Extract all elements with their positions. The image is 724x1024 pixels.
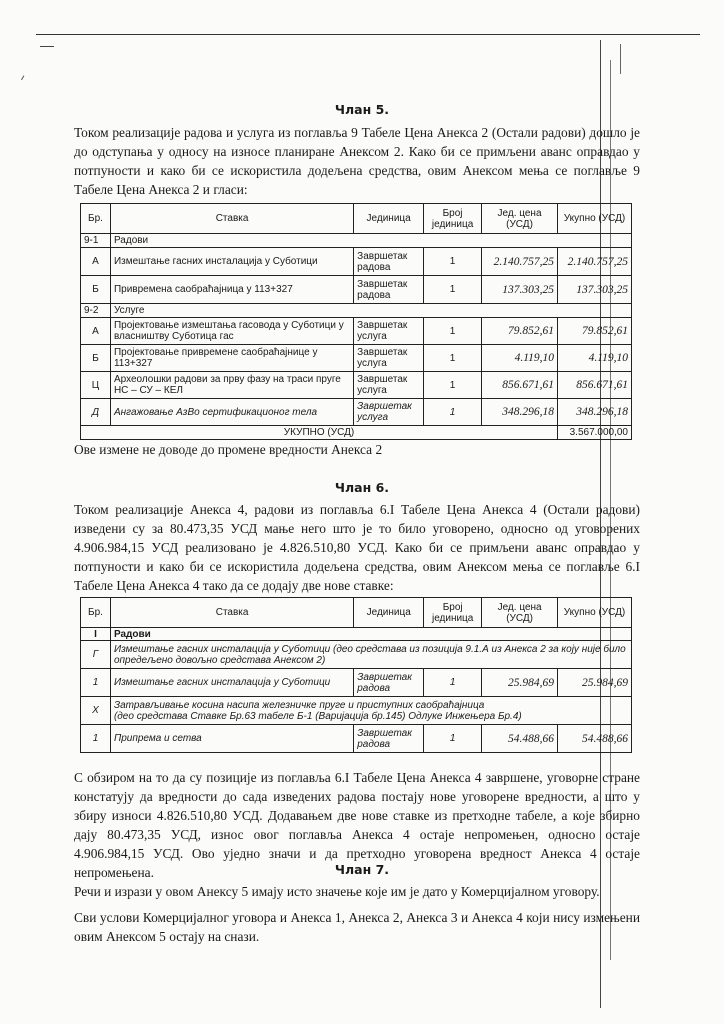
row-number: Б (81, 345, 111, 372)
row-unit: Завршетак услуга (354, 399, 424, 426)
row-qty: 1 (424, 725, 482, 753)
row-qty: 1 (424, 669, 482, 697)
header-cell: Број јединица (424, 204, 482, 234)
price-table-annex-2 (80, 203, 632, 440)
scan-mark (40, 46, 54, 47)
row-item: Пројектовање привремене саобраћајнице у 113+327 (110, 345, 353, 372)
table-row (81, 318, 632, 345)
table-row (81, 725, 632, 753)
row-price: 54.488,66 (482, 725, 558, 753)
group-text: Измештање гасних инсталација у Суботици (део средстава из позиција 9.1.А из Анекса 2 за коју није било опредељено довољно средстава Анексом 2) (110, 641, 631, 669)
group-row (81, 697, 632, 725)
scan-top-border (36, 34, 700, 35)
row-price: 348.296,18 (482, 399, 558, 426)
row-total: 2.140.757,25 (558, 248, 632, 276)
row-number: А (81, 318, 111, 345)
header-cell: Јединица (354, 204, 424, 234)
article-7-paragraph-1: Речи и изрази у овом Анексу 5 имају исто значење које им је дато у Комерцијалном уговору. (74, 884, 600, 899)
row-item: Пројектовање измештања гасовода у Суботици у власништву Суботица гас (110, 318, 353, 345)
header-cell: Ставка (110, 204, 353, 234)
header-cell: Ставка (110, 598, 353, 628)
article-6-heading: Члан 6. (334, 480, 390, 495)
group-text-line: (део средстава Ставке Бр.63 табеле Б-1 (Варијација бр.145) Одлуке Инжењера Бр.4) (113, 710, 522, 722)
price-table-annex-4 (80, 597, 632, 753)
table-row (81, 372, 632, 399)
table-header-row (81, 204, 632, 234)
group-code: Х (81, 697, 111, 725)
row-price: 4.119,10 (482, 345, 558, 372)
article-7-paragraph-2: Сви услови Комерцијалног уговора и Анекса 1, Анекса 2, Анекса 3 и Анекса 4 који нису измењени овим Анексом 5 остају на снази. (74, 910, 640, 944)
row-number: А (81, 248, 111, 276)
row-item: Археолошки радови за прву фазу на траси пруге НС – СУ – КЕЛ (110, 372, 353, 399)
group-text (110, 697, 631, 725)
row-total: 54.488,66 (558, 725, 632, 753)
group-text-line: Затрављивање косина насипа железничке пруге и приступних саобраћајница (113, 699, 485, 711)
row-number: Б (81, 276, 111, 304)
row-number: Ц (81, 372, 111, 399)
row-unit: Завршетак услуга (354, 372, 424, 399)
row-price: 856.671,61 (482, 372, 558, 399)
article-6-paragraph-2: С обзиром на то да су позиције из поглавља 6.I Табеле Цена Анекса 4 завршене, уговорне стране констатују да вредности до сада изведених радова постају нове уговорене вредности, а што у збиру износи 4.826.510,80 УСД. Додавањем две нове ставке из претходне табеле, а које збирно дају 80.473,35 УСД, износ овог поглавља Анекса 4 остаје непромењен, односно остаје 4.906.984,15 УСД. Ово уједно значи и да претходно уговорена вредност Анекса 4 остаје непромењена. (74, 770, 640, 880)
row-unit: Завршетак радова (354, 248, 424, 276)
row-qty: 1 (424, 345, 482, 372)
row-qty: 1 (424, 248, 482, 276)
section-row (81, 234, 632, 248)
article-5-heading: Члан 5. (334, 102, 390, 117)
section-row (81, 628, 632, 641)
row-number: 1 (81, 725, 111, 753)
row-total: 79.852,61 (558, 318, 632, 345)
row-total: 348.296,18 (558, 399, 632, 426)
section-row (81, 304, 632, 318)
row-item: Измештање гасних инсталација у Суботици (110, 248, 353, 276)
row-price: 137.303,25 (482, 276, 558, 304)
row-total: 856.671,61 (558, 372, 632, 399)
header-cell: Бр. (81, 204, 111, 234)
row-item: Ангажовање АзВо сертификационог тела (110, 399, 353, 426)
group-code: Г (81, 641, 111, 669)
header-cell: Укупно (УСД) (558, 598, 632, 628)
row-unit: Завршетак радова (354, 669, 424, 697)
header-cell: Бр. (81, 598, 111, 628)
row-qty: 1 (424, 318, 482, 345)
header-cell: Јединица (354, 598, 424, 628)
row-unit: Завршетак радова (354, 725, 424, 753)
row-unit: Завршетак услуга (354, 318, 424, 345)
table-row (81, 248, 632, 276)
table-row (81, 399, 632, 426)
row-unit: Завршетак радова (354, 276, 424, 304)
section-code: 9-2 (81, 304, 111, 318)
article-5-note: Ове измене не доводе до промене вредности Анекса 2 (74, 442, 383, 457)
table-row (81, 345, 632, 372)
row-total: 137.303,25 (558, 276, 632, 304)
row-item: Припрема и сетва (110, 725, 353, 753)
row-number: Д (81, 399, 111, 426)
header-cell: Број јединица (424, 598, 482, 628)
scan-vertical-line (620, 44, 621, 74)
header-cell: Укупно (УСД) (558, 204, 632, 234)
table-row (81, 669, 632, 697)
row-total: 4.119,10 (558, 345, 632, 372)
table-total-row (81, 426, 632, 440)
row-qty: 1 (424, 276, 482, 304)
row-price: 2.140.757,25 (482, 248, 558, 276)
table-row (81, 276, 632, 304)
row-number: 1 (81, 669, 111, 697)
row-unit: Завршетак услуга (354, 345, 424, 372)
group-row (81, 641, 632, 669)
section-code: 9-1 (81, 234, 111, 248)
article-6-paragraph: Током реализације Анекса 4, радови из поглавља 6.I Табеле Цена Анекса 4 (Остали радови) изведени су за 80.473,35 УСД мање него што је то било уговорено, односно од уговорених 4.906.984,15 УСД реализовано је 4.826.510,80 УСД. Како би се примљени аванс оправдао у потпуности и како би се искористила додељена средства, овим Анексом мења се поглавље 6.I Табеле Цена Анекса 4 тако да се додају две нове ставке: (74, 502, 640, 593)
total-label: УКУПНО (УСД) (81, 426, 558, 440)
header-cell: Јед. цена (УСД) (482, 204, 558, 234)
row-total: 25.984,69 (558, 669, 632, 697)
section-title: Радови (110, 628, 631, 641)
article-7-heading: Члан 7. (334, 862, 390, 877)
section-title: Услуге (110, 304, 631, 318)
row-item: Привремена саобраћајница у 113+327 (110, 276, 353, 304)
section-code: I (81, 628, 111, 641)
scan-mark (21, 75, 27, 81)
row-qty: 1 (424, 399, 482, 426)
row-price: 79.852,61 (482, 318, 558, 345)
total-value: 3.567.000,00 (558, 426, 632, 440)
table-header-row (81, 598, 632, 628)
section-title: Радови (110, 234, 631, 248)
article-5-paragraph: Током реализације радова и услуга из поглавља 9 Табеле Цена Анекса 2 (Остали радови) дошло је до одступања у односу на износе планиране Анексом 2. Како би се примљени аванс оправдао у потпуности и како би се искористила додељена средства, овим Анексом мења се поглавље 9 Табеле Цена Анекса 2 и гласи: (74, 125, 640, 197)
row-item: Измештање гасних инсталација у Суботици (110, 669, 353, 697)
header-cell: Јед. цена (УСД) (482, 598, 558, 628)
row-qty: 1 (424, 372, 482, 399)
row-price: 25.984,69 (482, 669, 558, 697)
